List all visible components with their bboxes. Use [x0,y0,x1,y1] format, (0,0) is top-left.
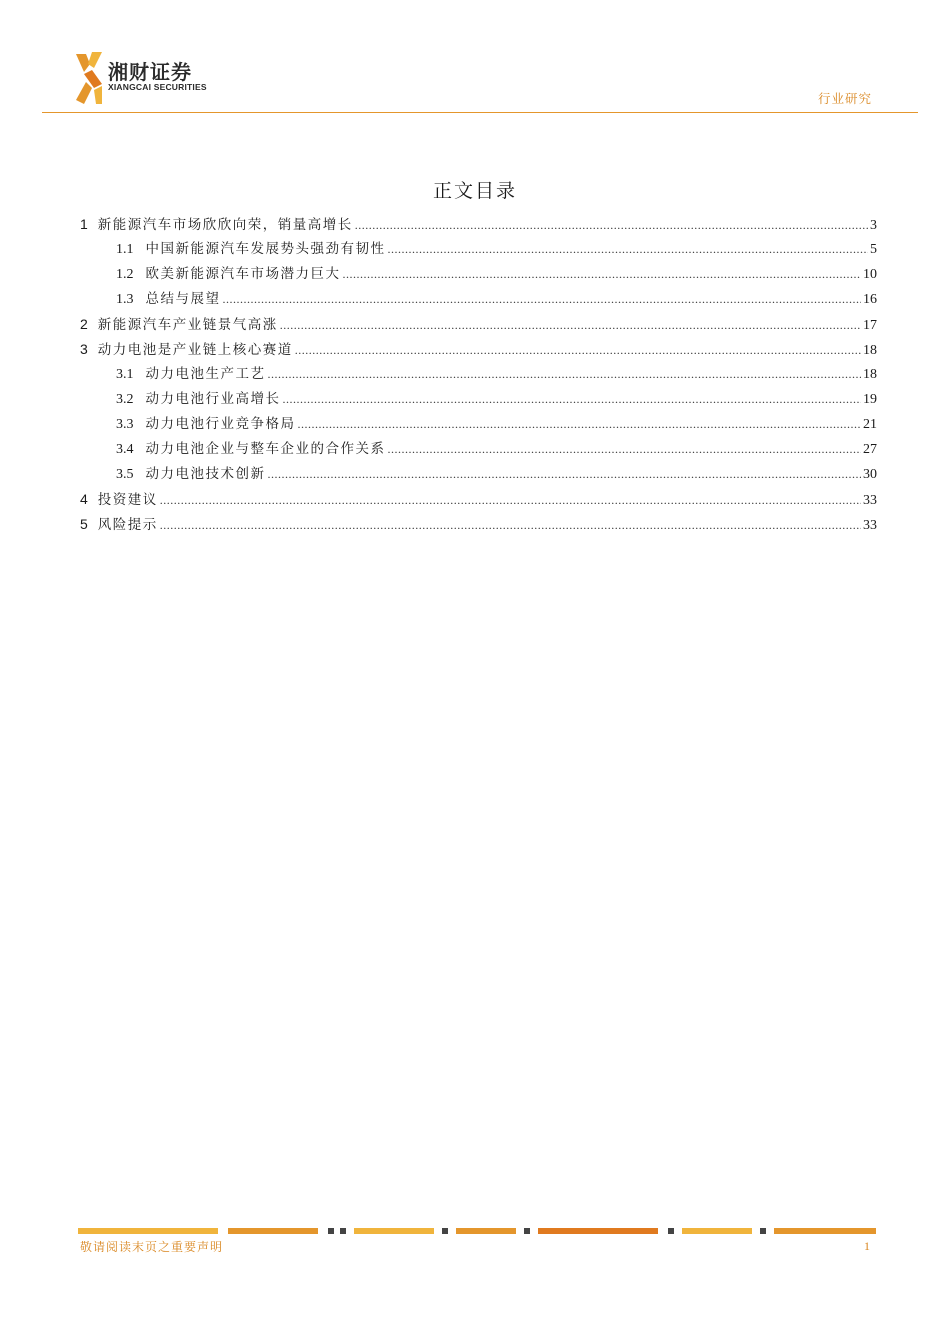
toc-leader-dots [160,513,861,538]
toc-entry-page: 16 [863,292,877,307]
header-divider [42,112,918,113]
toc-entry[interactable] [80,512,877,537]
toc-entry-title: 总结与展望 [145,291,221,307]
toc-entry-title: 动力电池行业竞争格局 [145,416,296,432]
logo-mark-icon [74,50,104,106]
toc-entry-number: 4 [80,491,88,507]
toc-leader-dots [388,237,869,262]
toc-entry-title: 风险提示 [97,517,158,533]
toc-entry-number: 3 [80,341,88,357]
toc-entry[interactable] [80,212,877,237]
section-tag: 行业研究 [817,91,872,106]
toc-entry-title: 新能源汽车市场欣欣向荣，销量高增长 [97,217,353,233]
toc-entry[interactable] [80,287,877,312]
toc-entry-title: 动力电池企业与整车企业的合作关系 [145,441,386,457]
toc-entry-page: 21 [863,417,877,432]
table-of-contents [80,212,877,537]
toc-leader-dots [295,338,861,363]
toc-entry[interactable] [80,312,877,337]
toc-title: 正文目录 [432,180,517,202]
toc-entry-title: 新能源汽车产业链景气高涨 [97,317,278,333]
toc-entry-number: 3.5 [116,467,134,482]
toc-entry-number: 1 [80,216,88,232]
toc-entry-page: 33 [863,493,877,508]
toc-entry-page: 18 [863,367,877,382]
toc-entry-number: 3.2 [116,392,134,407]
toc-entry-page: 27 [863,442,877,457]
page-header [0,0,950,115]
toc-entry-page: 18 [863,343,877,358]
toc-entry[interactable] [80,462,877,487]
toc-entry-title: 欧美新能源汽车市场潜力巨大 [145,266,341,282]
toc-entry-page: 10 [863,267,877,282]
company-logo [74,50,224,106]
toc-entry[interactable] [80,362,877,387]
toc-entry[interactable] [80,237,877,262]
toc-entry-number: 3.3 [116,417,134,432]
toc-entry-title: 动力电池技术创新 [145,466,266,482]
toc-leader-dots [268,362,862,387]
toc-leader-dots [355,213,868,238]
toc-leader-dots [343,262,862,287]
toc-entry-page: 33 [863,518,877,533]
toc-entry[interactable] [80,437,877,462]
toc-entry[interactable] [80,262,877,287]
toc-entry-page: 19 [863,392,877,407]
toc-entry-title: 动力电池生产工艺 [145,366,266,382]
toc-entry-title: 投资建议 [97,492,158,508]
toc-entry-number: 2 [80,316,88,332]
toc-leader-dots [388,437,862,462]
logo-chinese-name: 湘财证券 [108,60,192,84]
toc-entry-number: 1.1 [116,242,134,257]
toc-entry-title: 动力电池是产业链上核心赛道 [97,342,293,358]
toc-entry-number: 3.1 [116,367,134,382]
toc-entry-number: 1.2 [116,267,134,282]
toc-entry-page: 5 [870,242,877,257]
toc-entry-title: 动力电池行业高增长 [145,391,281,407]
toc-entry[interactable] [80,412,877,437]
toc-entry-page: 3 [870,218,877,233]
toc-entry-number: 5 [80,516,88,532]
toc-leader-dots [223,287,862,312]
toc-leader-dots [298,412,862,437]
logo-english-name: XIANGCAI SECURITIES [108,82,207,92]
toc-leader-dots [268,462,862,487]
toc-leader-dots [160,488,861,513]
footer-disclaimer-note: 敬请阅读末页之重要声明 [80,1240,224,1254]
footer-decorative-bar [78,1228,876,1234]
toc-entry-page: 17 [863,318,877,333]
toc-entry[interactable] [80,487,877,512]
toc-entry-number: 1.3 [116,292,134,307]
footer-page-number: 1 [864,1239,870,1253]
toc-entry[interactable] [80,387,877,412]
toc-entry-page: 30 [863,467,877,482]
toc-leader-dots [280,313,861,338]
toc-entry-title: 中国新能源汽车发展势头强劲有韧性 [145,241,386,257]
toc-entry-number: 3.4 [116,442,134,457]
toc-entry[interactable] [80,337,877,362]
toc-leader-dots [283,387,862,412]
